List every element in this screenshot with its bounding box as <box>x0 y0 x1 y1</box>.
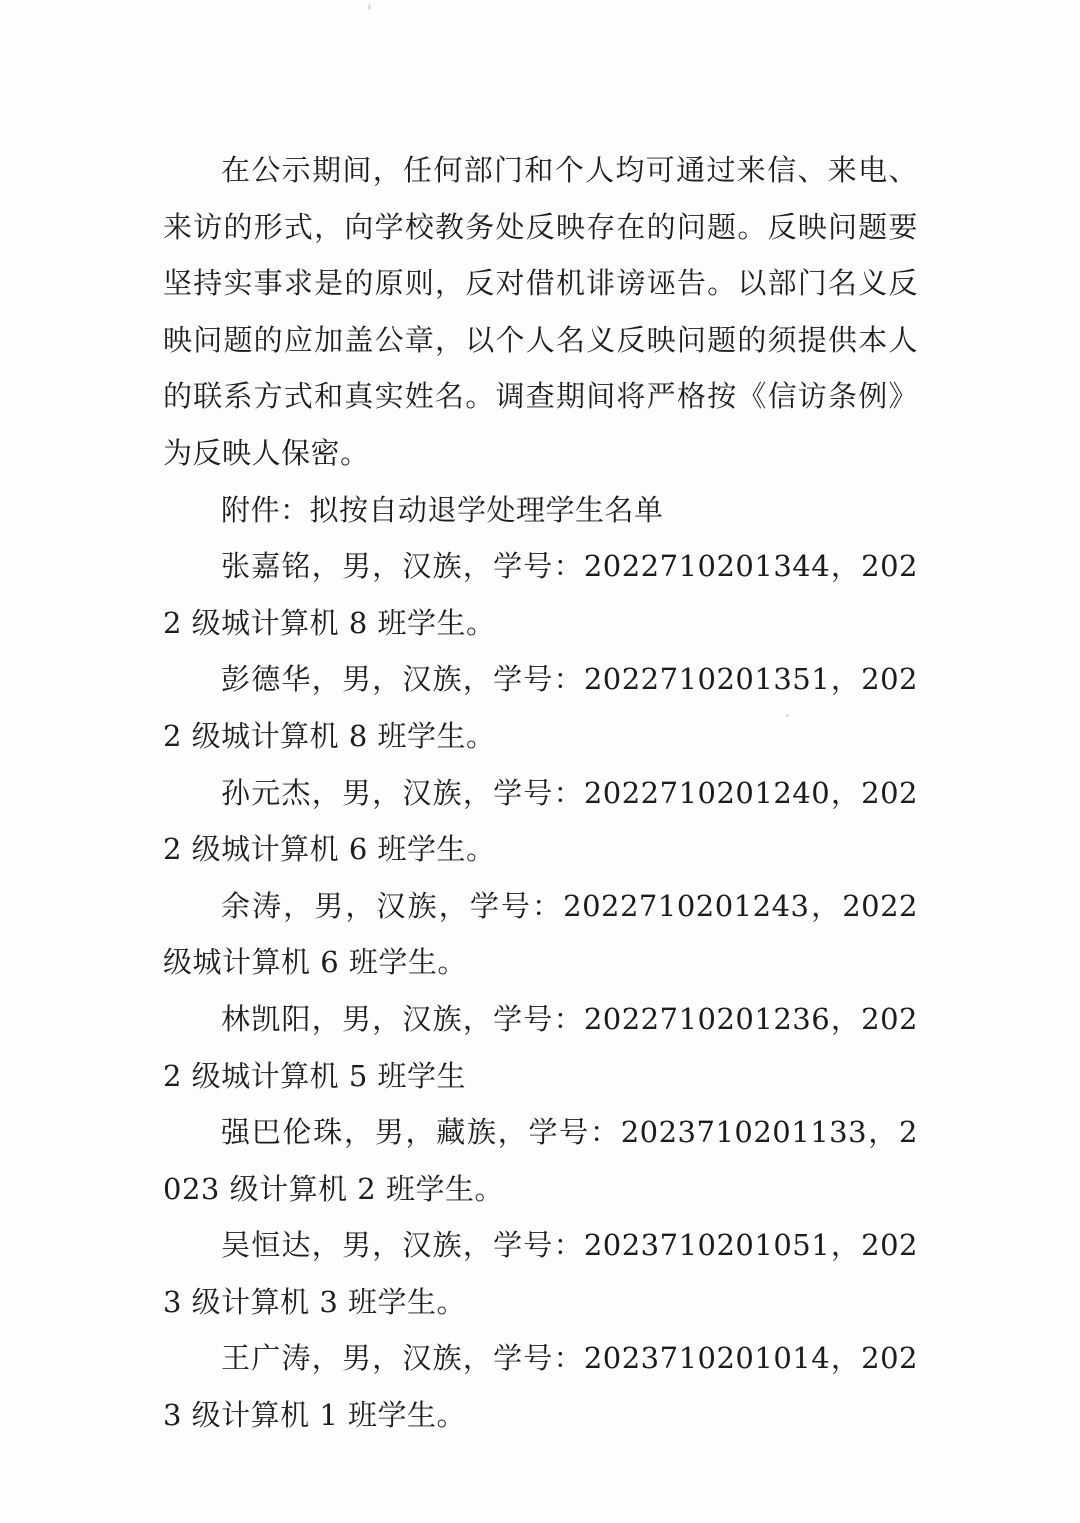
student-entry: 王广涛，男，汉族，学号：2023710201014，2023 级计算机 1 班学生。 <box>163 1341 918 1433</box>
student-entry: 吴恒达，男，汉族，学号：2023710201051，2023 级计算机 3 班学生。 <box>163 1228 918 1319</box>
student-entry: 强巴伦珠，男，藏族，学号：2023710201133，2023 级计算机 2 班学生。 <box>163 1115 918 1206</box>
document-body <box>163 142 918 1444</box>
notice-paragraph: 在公示期间，任何部门和个人均可通过来信、来电、来访的形式，向学校教务处反映存在的问题。反映问题要坚持实事求是的原则，反对借机诽谤诬告。以部门名义反映问题的应加盖公章，以个人名义反映问题的须提供本人的联系方式和真实姓名。调查期间将严格按《信访条例》为反映人保密。 <box>163 153 918 470</box>
scan-speck <box>368 4 371 10</box>
attachment-title: 附件：拟按自动退学处理学生名单 <box>221 492 664 527</box>
student-entry: 张嘉铭，男，汉族，学号：2022710201344，2022 级城计算机 8 班学生。 <box>163 549 918 640</box>
student-entry: 林凯阳，男，汉族，学号：2022710201236，2022 级城计算机 5 班学生 <box>163 1001 918 1093</box>
student-entry: 余涛，男，汉族，学号：2022710201243，2022 级城计算机 6 班学生。 <box>163 888 918 980</box>
student-entry: 孙元杰，男，汉族，学号：2022710201240，2022 级城计算机 6 班学生。 <box>163 775 918 867</box>
student-entry: 彭德华，男，汉族，学号：2022710201351，2022 级城计算机 8 班学生。 <box>163 662 918 753</box>
